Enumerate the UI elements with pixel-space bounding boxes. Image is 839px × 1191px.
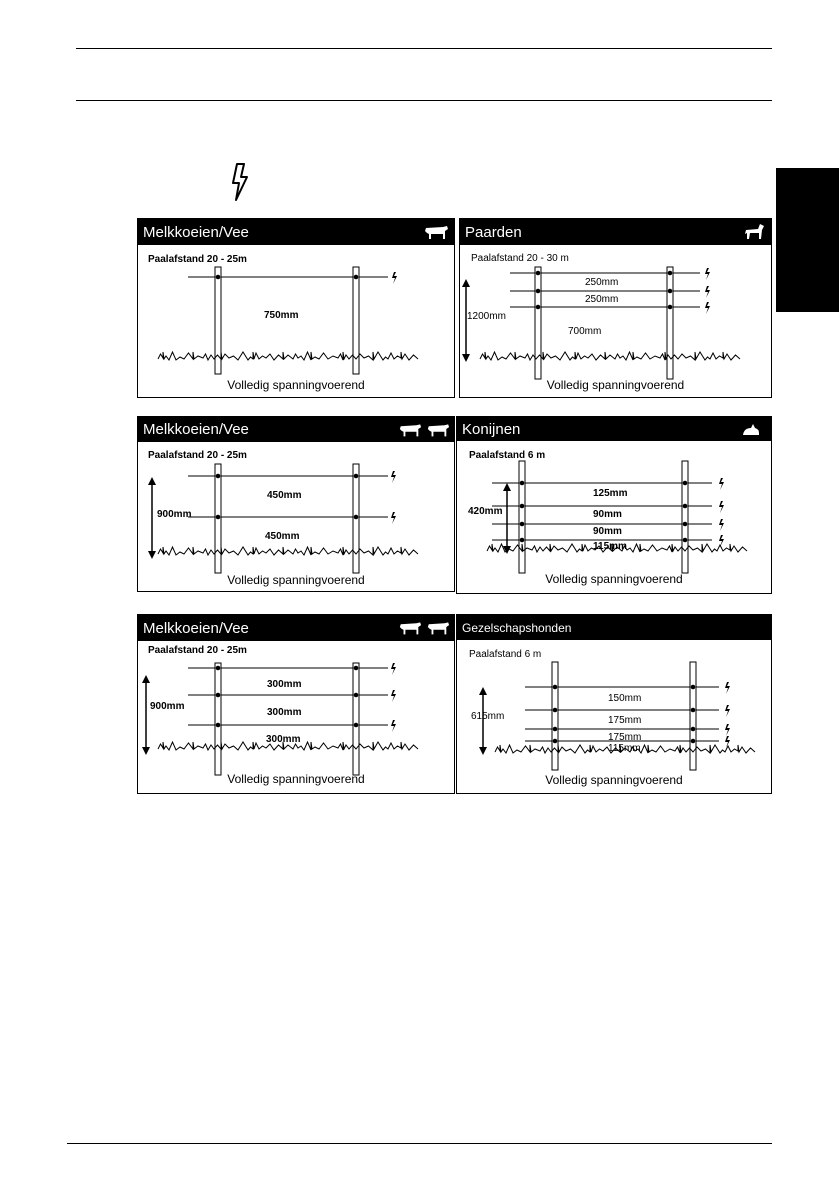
wire-insulator — [216, 693, 221, 698]
wire-insulator — [536, 289, 541, 294]
wire-insulator — [668, 305, 673, 310]
wire-insulator — [553, 739, 558, 744]
panel-title: Melkkoeien/Vee — [143, 421, 249, 438]
wire-insulator — [354, 693, 359, 698]
arrow-head-up — [142, 675, 150, 683]
wire-insulator — [354, 474, 359, 479]
wire-insulator — [553, 685, 558, 690]
total-height-label: 900mm — [150, 701, 185, 712]
wire-gap-label: 125mm — [593, 488, 628, 499]
wire-insulator — [536, 305, 541, 310]
fence-post — [690, 662, 696, 770]
fence-diagram — [138, 417, 455, 592]
lightning-bolt-icon — [391, 690, 396, 702]
post-spacing-label: Paalafstand 20 - 25m — [148, 450, 247, 461]
panel-footer: Volledig spanningvoerend — [546, 378, 685, 392]
top-rule-1 — [76, 48, 772, 49]
ground-line — [480, 352, 740, 360]
post-spacing-label: Paalafstand 20 - 25m — [148, 645, 247, 656]
total-height-label: 615mm — [471, 711, 505, 722]
lightning-bolt-icon — [391, 663, 396, 675]
lightning-bolt-icon — [705, 286, 710, 298]
wire-insulator — [354, 275, 359, 280]
fence-diagram — [460, 219, 772, 398]
lightning-bolt-icon — [230, 163, 250, 201]
wire-insulator — [520, 522, 525, 527]
fence-post — [519, 461, 525, 573]
panel-title: Konijnen — [462, 420, 521, 438]
panel-footer: Volledig spanningvoerend — [227, 772, 365, 786]
wire-insulator — [216, 474, 221, 479]
wire-gap-label: 250mm — [585, 294, 619, 305]
total-height-label: 420mm — [468, 506, 503, 517]
total-height-label: 900mm — [157, 509, 192, 520]
wire-insulator — [553, 727, 558, 732]
wire-insulator — [691, 727, 696, 732]
wire-gap-label: 300mm — [267, 707, 302, 718]
panel-title: Melkkoeien/Vee — [143, 223, 249, 241]
lightning-bolt-icon — [391, 471, 396, 483]
fence-panel-rabbits — [456, 416, 772, 594]
ground-line — [158, 352, 418, 360]
ground-line — [158, 547, 418, 555]
lightning-bolt-icon — [725, 682, 730, 694]
lightning-bolt-icon — [391, 512, 396, 524]
wire-insulator — [683, 504, 688, 509]
wire-insulator — [691, 708, 696, 713]
fence-post — [215, 663, 221, 775]
post-spacing-label: Paalafstand 20 - 25m — [148, 254, 247, 265]
lightning-bolt-icon — [725, 724, 730, 736]
wire-insulator — [668, 289, 673, 294]
lightning-bolt-icon — [391, 720, 396, 732]
wire-gap-label: 115mm — [593, 541, 627, 552]
arrow-head-down — [462, 354, 470, 362]
fence-post — [353, 663, 359, 775]
fence-post — [535, 267, 541, 379]
lightning-bolt-icon — [705, 302, 710, 314]
arrow-head-up — [479, 687, 487, 695]
wire-insulator — [683, 481, 688, 486]
wire-insulator — [691, 685, 696, 690]
wire-insulator — [216, 515, 221, 520]
wire-gap-label: 300mm — [266, 734, 301, 745]
wire-insulator — [691, 739, 696, 744]
wire-gap-label: 175mm — [608, 732, 642, 743]
wire-insulator — [683, 538, 688, 543]
post-spacing-label: Paalafstand 20 - 30 m — [471, 253, 569, 264]
fence-panel-dairy-3 — [137, 614, 455, 794]
wire-insulator — [520, 504, 525, 509]
fence-panel-dairy-2 — [137, 416, 455, 592]
wire-gap-label: 700mm — [568, 326, 602, 337]
wire-gap-label: 250mm — [585, 277, 619, 288]
wire-insulator — [216, 723, 221, 728]
fence-panel-dogs — [456, 614, 772, 794]
fence-post — [682, 461, 688, 573]
wire-gap-label: 90mm — [593, 526, 622, 537]
post-spacing-label: Paalafstand 6 m — [469, 450, 546, 461]
section-tab — [776, 168, 839, 312]
panel-footer: Volledig spanningvoerend — [227, 378, 365, 392]
arrow-head-down — [142, 747, 150, 755]
wire-insulator — [683, 522, 688, 527]
lightning-bolt-icon — [719, 501, 724, 513]
fence-panel-dairy-1 — [137, 218, 455, 398]
wire-insulator — [520, 481, 525, 486]
wire-gap-label: 175mm — [608, 715, 642, 726]
arrow-head-up — [462, 279, 470, 287]
wire-insulator — [354, 666, 359, 671]
wire-gap-label: 115mm — [608, 743, 641, 754]
post-spacing-label: Paalafstand 6 m — [469, 649, 542, 660]
wire-insulator — [553, 708, 558, 713]
panel-footer: Volledig spanningvoerend — [545, 773, 683, 787]
lightning-bolt-icon — [725, 705, 730, 717]
fence-diagram — [457, 417, 772, 594]
arrow-head-down — [479, 747, 487, 755]
wire-insulator — [216, 275, 221, 280]
panel-footer: Volledig spanningvoerend — [545, 572, 683, 586]
wire-insulator — [536, 271, 541, 276]
total-height-label: 1200mm — [467, 311, 506, 322]
lightning-bolt-icon — [719, 478, 724, 490]
lightning-bolt-icon — [719, 519, 724, 531]
wire-gap-label: 300mm — [267, 679, 302, 690]
panel-title: Gezelschapshonden — [462, 620, 572, 635]
wire-gap-label: 750mm — [264, 310, 299, 321]
bottom-rule — [67, 1143, 772, 1144]
fence-post — [353, 267, 359, 374]
fence-diagram — [138, 219, 455, 398]
lightning-bolt-icon — [705, 268, 710, 280]
fence-diagram — [138, 615, 455, 794]
arrow-head-up — [148, 477, 156, 485]
wire-insulator — [216, 666, 221, 671]
fence-diagram — [457, 615, 772, 794]
wire-insulator — [354, 723, 359, 728]
wire-insulator — [668, 271, 673, 276]
arrow-head-up — [503, 483, 511, 491]
fence-post — [552, 662, 558, 770]
fence-post — [667, 267, 673, 379]
wire-gap-label: 450mm — [267, 490, 302, 501]
fence-panel-horses — [459, 218, 772, 398]
wire-gap-label: 450mm — [265, 531, 300, 542]
wire-insulator — [354, 515, 359, 520]
wire-insulator — [520, 538, 525, 543]
arrow-head-down — [148, 551, 156, 559]
wire-gap-label: 150mm — [608, 693, 642, 704]
lightning-bolt-icon — [392, 272, 397, 284]
wire-gap-label: 90mm — [593, 509, 622, 520]
panel-footer: Volledig spanningvoerend — [227, 573, 365, 587]
panel-title: Melkkoeien/Vee — [143, 619, 249, 637]
panel-title: Paarden — [465, 223, 522, 241]
top-rule-2 — [76, 100, 772, 101]
